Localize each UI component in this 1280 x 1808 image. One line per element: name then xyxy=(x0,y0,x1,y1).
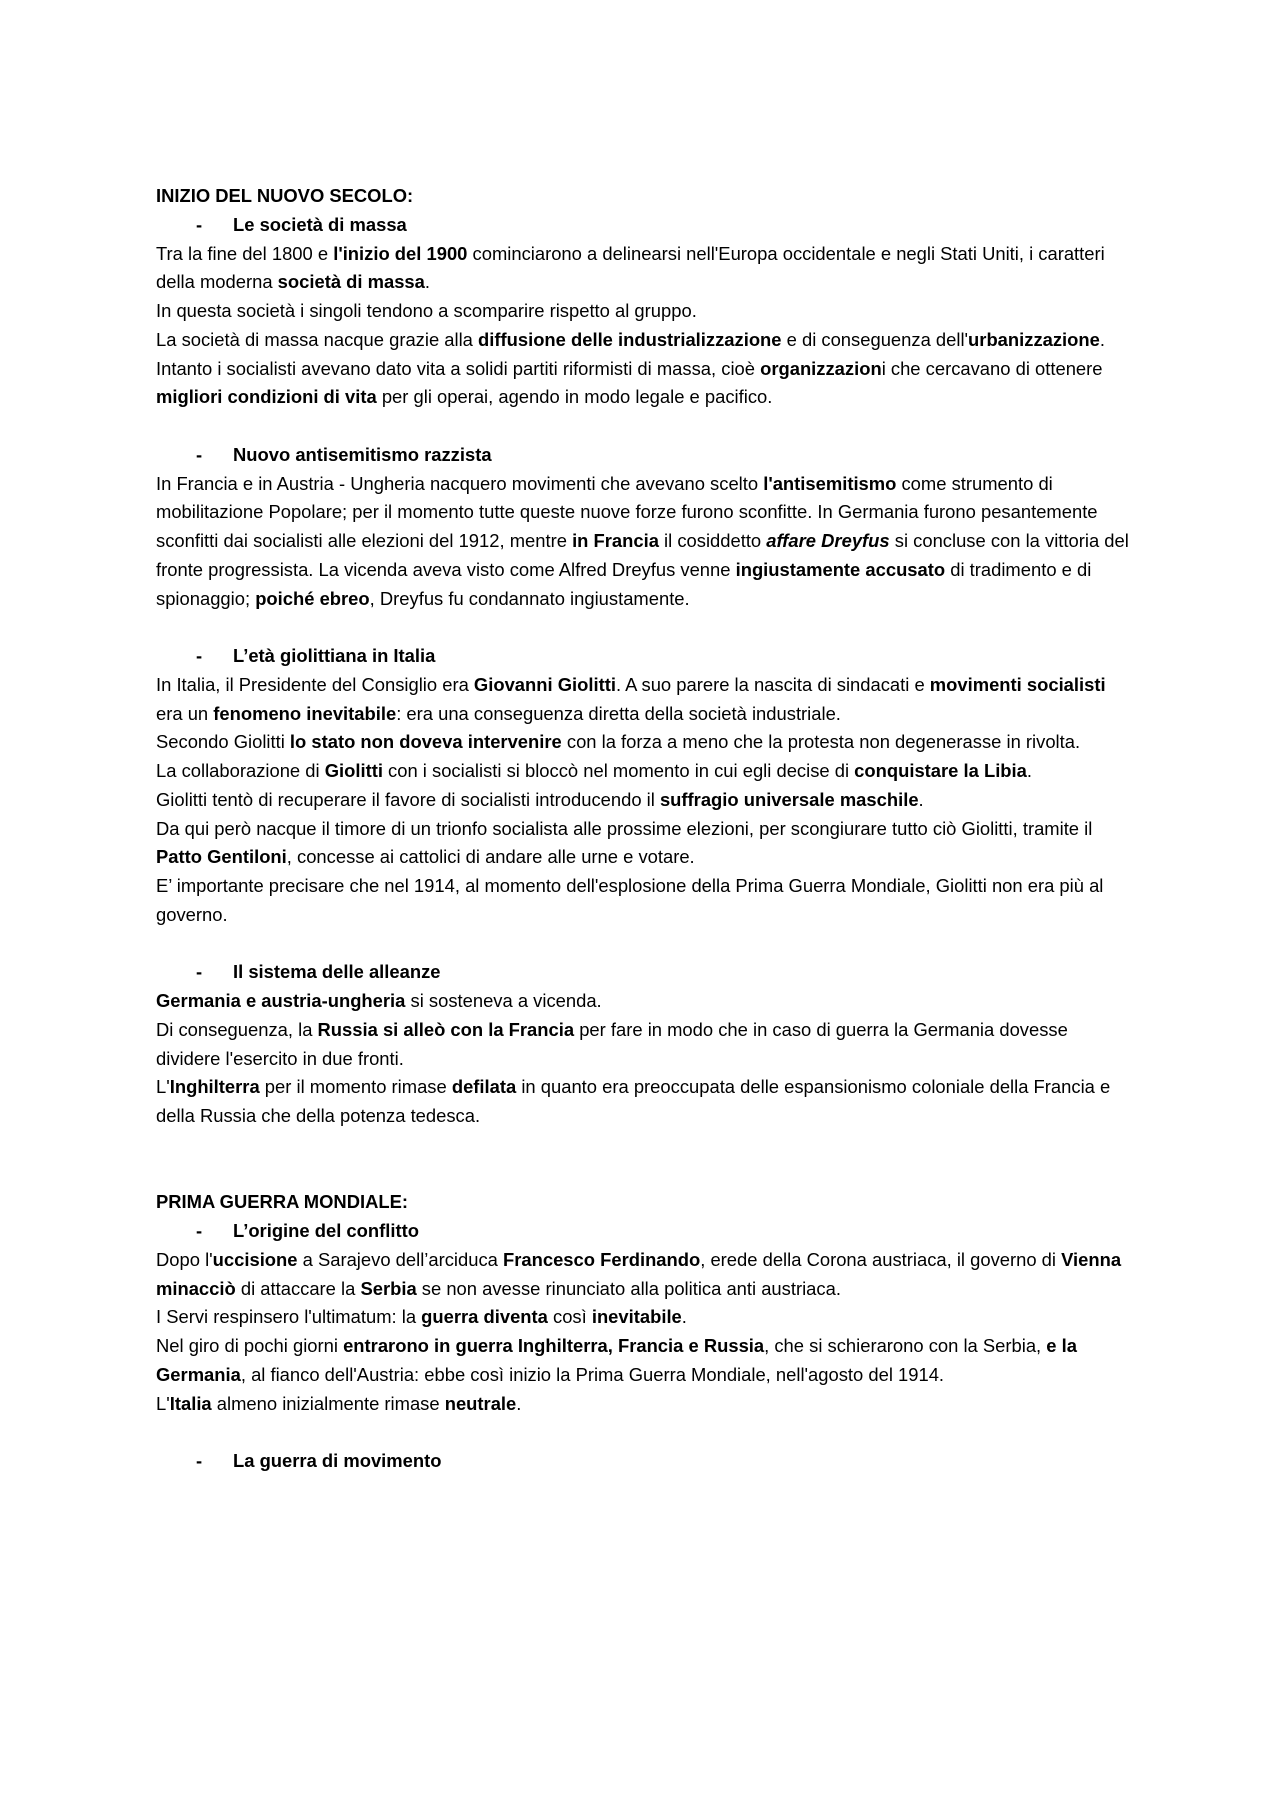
bold-text: diffusione delle industrializzazione xyxy=(478,328,782,350)
text-run: , erede della Corona austriaca, il governo di xyxy=(700,1248,1062,1270)
bold-text: Patto Gentiloni xyxy=(156,846,287,868)
paragraph xyxy=(156,1016,1136,1074)
text-run: almeno inizialmente rimase xyxy=(211,1392,445,1414)
paragraph xyxy=(156,987,1136,1016)
text-run: La società di massa nacque grazie alla xyxy=(156,328,479,350)
text-run: Di conseguenza, la xyxy=(156,1018,318,1040)
bold-text: fenomeno inevitabile xyxy=(213,702,397,724)
bold-text: Francesco Ferdinando xyxy=(503,1248,701,1270)
bold-text: Giolitti xyxy=(324,760,383,781)
text-run: Da qui però nacque il timore di un trionfo socialista alle prossime elezioni, per scongiurare tutto ciò Giolitti, tramite il xyxy=(156,817,1093,839)
paragraph xyxy=(156,1332,1136,1390)
paragraph xyxy=(156,1303,1136,1332)
bullet-dash: - xyxy=(196,645,203,666)
text-run: come strumento di mobilitazione Popolare; per il momento tutte queste nuove forze furono sconfitte. In Germania furono pesantemente sconfitti dai socialisti alle elezioni del 1912, mentre xyxy=(156,472,1098,551)
bold-text: inevitabile xyxy=(591,1306,682,1328)
paragraph xyxy=(156,1390,1136,1419)
subsection-heading-text: L’origine del conflitto xyxy=(233,1220,419,1241)
paragraph xyxy=(156,240,1136,298)
text-run: L' xyxy=(156,1392,170,1414)
text-run: In Italia, il Presidente del Consiglio era xyxy=(156,673,474,695)
bold-text: lo stato non doveva intervenire xyxy=(289,731,562,753)
bold-text: affare Dreyfus xyxy=(766,530,890,551)
subsection-heading xyxy=(156,958,1136,987)
text-run: , concesse ai cattolici di andare alle urne e votare. xyxy=(286,846,695,868)
text-run: in quanto era preoccupata delle espansionismo coloniale della Francia e della Russia che della potenza tedesca. xyxy=(156,1076,1111,1126)
text-run: a Sarajevo dell’arciduca xyxy=(297,1248,503,1270)
section-title: PRIMA GUERRA MONDIALE: xyxy=(156,1191,409,1213)
subsection-heading-text: La guerra di movimento xyxy=(233,1450,442,1471)
paragraph xyxy=(156,326,1136,355)
subsection-heading-text: Le società di massa xyxy=(233,213,407,235)
text-run: : era una conseguenza diretta della società industriale. xyxy=(396,702,841,724)
paragraph xyxy=(156,1073,1136,1131)
bold-text: l'inizio del 1900 xyxy=(333,242,468,264)
subsection-heading-text: L’età giolittiana in Italia xyxy=(233,645,436,666)
text-run: . A suo parere la nascita di sindacati e xyxy=(615,673,930,695)
subsection-heading xyxy=(156,1447,1136,1476)
bullet-dash: - xyxy=(196,1220,203,1241)
bold-text: Russia si alleò con la Francia xyxy=(317,1018,575,1040)
bullet-dash: - xyxy=(196,443,203,465)
text-run: Tra la fine del 1800 e xyxy=(156,242,334,264)
text-run: Giolitti tentò di recuperare il favore di socialisti introducendo il xyxy=(156,788,660,810)
text-run: così xyxy=(547,1306,592,1328)
bold-text: conquistare la Libia xyxy=(854,760,1027,781)
text-run: Dopo l' xyxy=(156,1248,213,1270)
bold-text: neutrale xyxy=(444,1392,517,1414)
text-run: per il momento rimase xyxy=(259,1076,452,1098)
text-run: La collaborazione di xyxy=(156,760,325,781)
bold-text: e la Germania xyxy=(156,1335,1077,1385)
paragraph xyxy=(156,470,1136,614)
text-run: . xyxy=(1099,328,1105,350)
paragraph xyxy=(156,355,1136,413)
text-run: Intanto i socialisti avevano dato vita a solidi partiti riformisti di massa, cioè xyxy=(156,357,761,379)
text-run: i che cercavano di ottenere xyxy=(881,357,1103,379)
text-run: per fare in modo che in caso di guerra la Germania dovesse dividere l'esercito in due fronti. xyxy=(156,1018,1068,1069)
text-run: Nel giro di pochi giorni xyxy=(156,1335,344,1356)
paragraph xyxy=(156,757,1136,786)
text-run: . xyxy=(424,271,431,293)
subsection-spacer xyxy=(156,930,1136,959)
bold-text: poiché ebreo xyxy=(255,587,370,609)
bullet-dash: - xyxy=(196,961,203,983)
bold-text: guerra diventa xyxy=(421,1306,548,1328)
subsection-heading xyxy=(156,642,1136,671)
text-run: E’ importante precisare che nel 1914, al momento dell'esplosione della Prima Guerra Mondiale, Giolitti non era più al governo. xyxy=(156,875,1104,925)
document-page xyxy=(156,182,1136,1476)
bold-text: ingiustamente accusato xyxy=(735,558,946,580)
bold-text: organizzazion xyxy=(760,357,882,379)
bullet-dash: - xyxy=(196,1450,203,1471)
bold-text: migliori condizioni di vita xyxy=(156,386,377,408)
text-run: In questa società i singoli tendono a scomparire rispetto al gruppo. xyxy=(156,300,697,321)
bold-text: suffragio universale maschile xyxy=(659,788,919,810)
bold-text: Giovanni Giolitti xyxy=(473,673,616,695)
bold-text: in Francia xyxy=(572,530,659,551)
bold-text: Serbia xyxy=(360,1277,417,1299)
subsection-heading-text: Il sistema delle alleanze xyxy=(233,961,441,983)
bold-text: movimenti socialisti xyxy=(929,673,1106,695)
text-run: L' xyxy=(156,1076,170,1098)
bold-text: uccisione xyxy=(212,1248,298,1270)
subsection-heading xyxy=(156,211,1136,240)
text-run: di tradimento e di spionaggio; xyxy=(156,558,1092,609)
section-title: INIZIO DEL NUOVO SECOLO: xyxy=(156,185,414,206)
text-run: In Francia e in Austria - Ungheria nacquero movimenti che avevano scelto xyxy=(156,472,764,494)
text-run: si concluse con la vittoria del fronte progressista. La vicenda aveva visto come Alfred Dreyfus venne xyxy=(156,530,1129,580)
subsection-spacer xyxy=(156,1418,1136,1447)
bold-text: defilata xyxy=(451,1076,517,1098)
paragraph xyxy=(156,297,1136,326)
subsection-heading xyxy=(156,441,1136,470)
text-run: , che si schierarono con la Serbia, xyxy=(764,1335,1047,1356)
paragraph xyxy=(156,872,1136,930)
bold-text: urbanizzazione xyxy=(968,328,1100,350)
bold-text: Italia xyxy=(169,1392,212,1414)
paragraph xyxy=(156,728,1136,757)
section-spacer xyxy=(156,1131,1136,1189)
subsection-heading xyxy=(156,1217,1136,1246)
bold-text: Germania e austria-ungheria xyxy=(156,990,406,1011)
text-run: cominciarono a delinearsi nell'Europa occidentale e negli Stati Uniti, i caratteri della moderna xyxy=(156,242,1105,293)
text-run: per gli operai, agendo in modo legale e pacifico. xyxy=(376,386,773,408)
subsection-spacer xyxy=(156,613,1136,642)
text-run: . xyxy=(516,1392,522,1414)
text-run: , al fianco dell'Austria: ebbe così inizio la Prima Guerra Mondiale, nell'agosto del 1914. xyxy=(240,1363,945,1385)
text-run: si sosteneva a vicenda. xyxy=(405,990,602,1011)
paragraph xyxy=(156,671,1136,729)
bullet-dash: - xyxy=(196,213,203,235)
bold-text: Vienna minacciò xyxy=(156,1248,1122,1299)
text-run: con la forza a meno che la protesta non degenerasse in rivolta. xyxy=(561,731,1081,753)
text-run: I Servi respinsero l'ultimatum: la xyxy=(156,1306,422,1328)
text-run: se non avesse rinunciato alla politica anti austriaca. xyxy=(416,1277,841,1299)
text-run: , Dreyfus fu condannato ingiustamente. xyxy=(369,587,690,609)
subsection-heading-text: Nuovo antisemitismo razzista xyxy=(233,443,492,465)
text-run: . xyxy=(1026,760,1033,781)
bold-text: società di massa xyxy=(277,271,425,293)
paragraph xyxy=(156,786,1136,815)
text-run: con i socialisti si bloccò nel momento in cui egli decise di xyxy=(382,760,855,781)
paragraph xyxy=(156,1246,1136,1304)
bold-text: Inghilterra xyxy=(169,1076,260,1098)
text-run: . xyxy=(681,1306,687,1328)
text-run: di attaccare la xyxy=(235,1277,361,1299)
text-run: e di conseguenza dell' xyxy=(781,328,969,350)
text-run: Secondo Giolitti xyxy=(156,731,290,753)
text-run: il cosiddetto xyxy=(658,530,767,551)
text-run: era un xyxy=(156,702,214,724)
paragraph xyxy=(156,815,1136,873)
bold-text: l'antisemitismo xyxy=(763,472,897,494)
text-run: . xyxy=(918,788,924,810)
bold-text: entrarono in guerra Inghilterra, Francia e Russia xyxy=(343,1335,765,1356)
subsection-spacer xyxy=(156,412,1136,441)
